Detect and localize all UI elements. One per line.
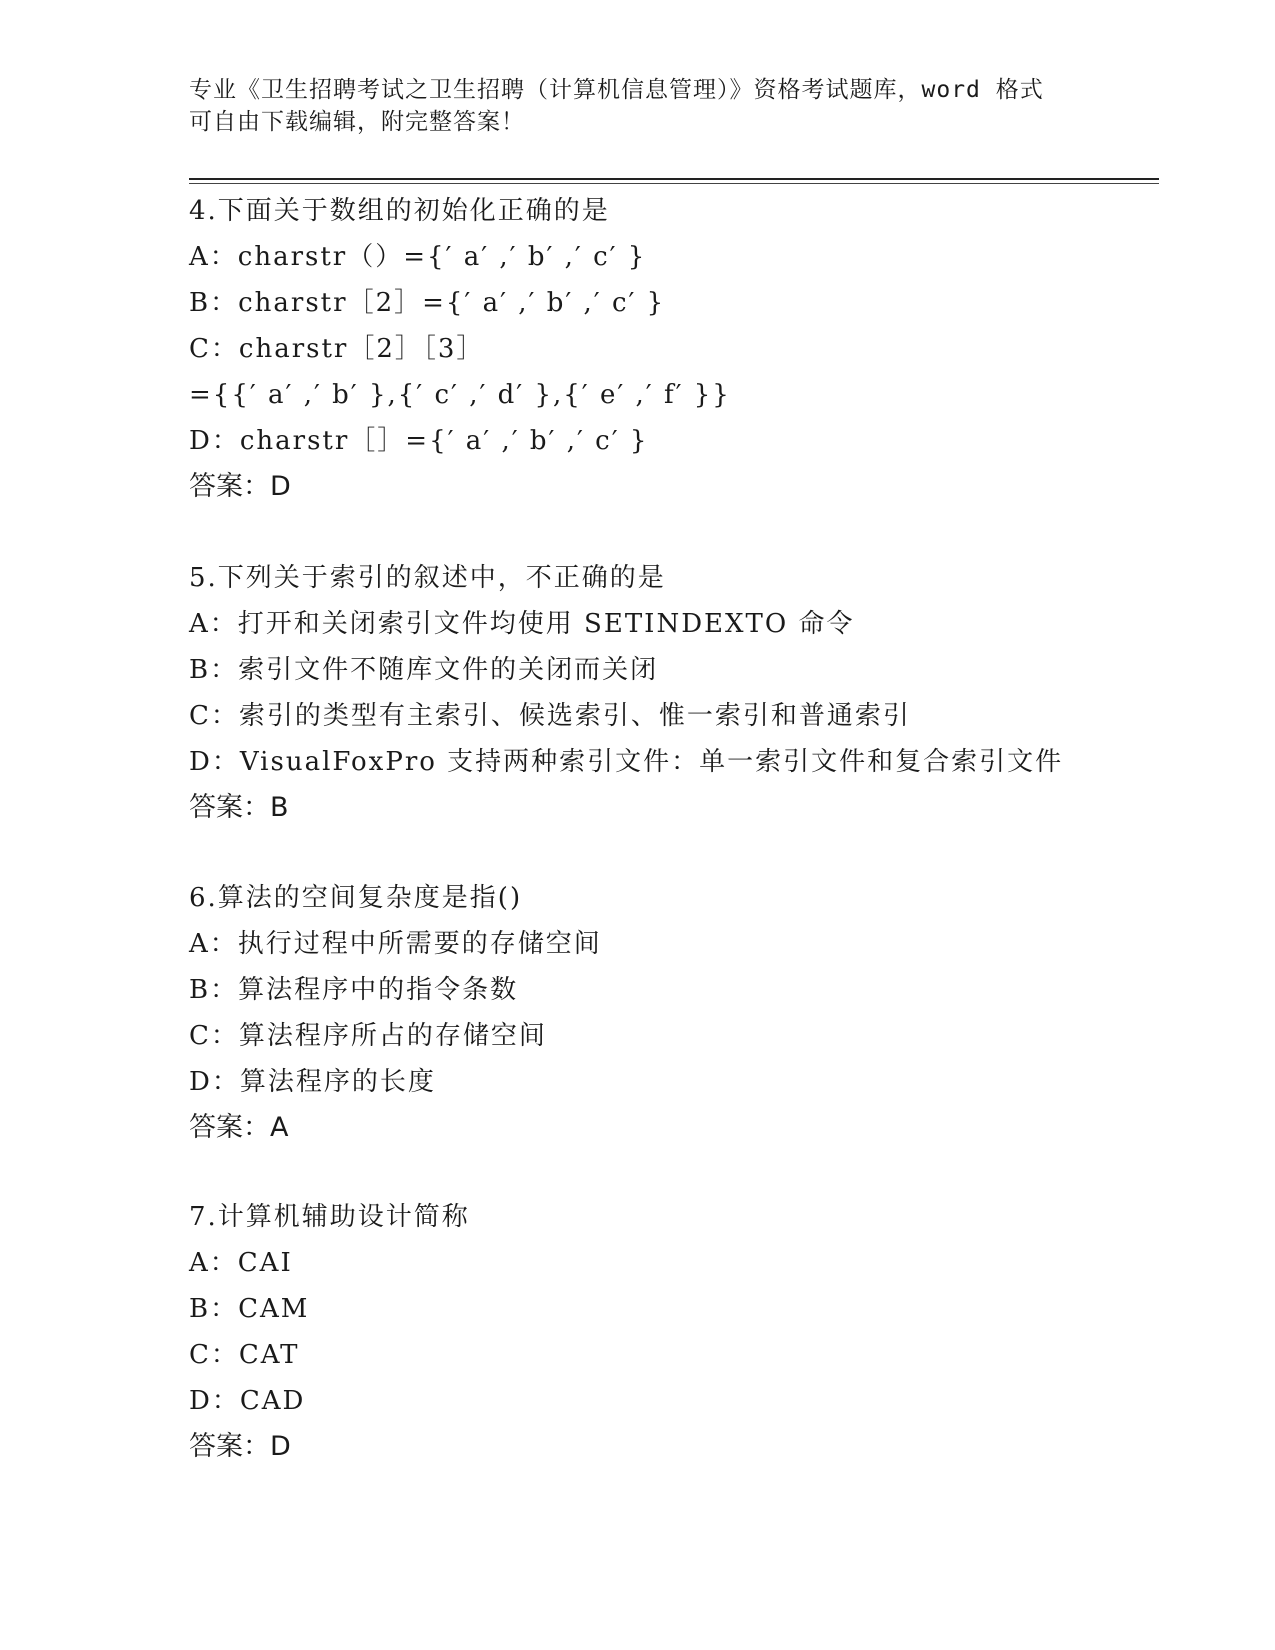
option-c: C：CAT bbox=[189, 1340, 300, 1370]
option-d: D：CAD bbox=[189, 1386, 306, 1416]
question-5 bbox=[189, 555, 1109, 831]
option-d: D：charstr［］={′ a′ ,′ b′ ,′ c′ } bbox=[189, 426, 649, 456]
answer: 答案：D bbox=[189, 471, 291, 502]
question-stem: 7.计算机辅助设计简称 bbox=[189, 1202, 470, 1232]
header-divider-thick bbox=[189, 178, 1159, 180]
question-4 bbox=[189, 188, 1109, 510]
option-b: B：索引文件不随库文件的关闭而关闭 bbox=[189, 655, 659, 685]
option-b: B：算法程序中的指令条数 bbox=[189, 975, 519, 1005]
question-stem: 6.算法的空间复杂度是指() bbox=[189, 883, 523, 913]
option-a: A：charstr（）={′ a′ ,′ b′ ,′ c′ } bbox=[189, 242, 647, 272]
option-c: C：charstr［2］［3］ bbox=[189, 334, 485, 364]
header-line-1: 专业《卫生招聘考试之卫生招聘（计算机信息管理）》资格考试题库，word 格式 bbox=[189, 77, 1044, 103]
answer: 答案：A bbox=[189, 1112, 289, 1143]
option-d: D：算法程序的长度 bbox=[189, 1067, 436, 1097]
option-d: D：VisualFoxPro 支持两种索引文件：单一索引文件和复合索引文件 bbox=[189, 747, 1064, 777]
question-stem: 5.下列关于索引的叙述中，不正确的是 bbox=[189, 563, 666, 593]
answer: 答案：D bbox=[189, 1431, 291, 1462]
answer: 答案：B bbox=[189, 792, 289, 823]
document-header bbox=[189, 74, 1089, 138]
option-c: C：索引的类型有主索引、候选索引、惟一索引和普通索引 bbox=[189, 701, 911, 731]
option-a: A：CAI bbox=[189, 1248, 293, 1278]
header-line-2: 可自由下载编辑，附完整答案！ bbox=[189, 109, 525, 135]
option-a: A：执行过程中所需要的存储空间 bbox=[189, 929, 602, 959]
option-c: C：算法程序所占的存储空间 bbox=[189, 1021, 547, 1051]
option-c-continued: ={{′ a′ ,′ b′ },{′ c′ ,′ d′ },{′ e′ ,′ f′ }} bbox=[189, 380, 731, 410]
question-7 bbox=[189, 1194, 1109, 1470]
option-a: A：打开和关闭索引文件均使用 SETINDEXTO 命令 bbox=[189, 609, 855, 639]
question-6 bbox=[189, 875, 1109, 1151]
option-b: B：CAM bbox=[189, 1294, 310, 1324]
header-divider-thin bbox=[189, 183, 1159, 184]
option-b: B：charstr［2］={′ a′ ,′ b′ ,′ c′ } bbox=[189, 288, 666, 318]
question-stem: 4.下面关于数组的初始化正确的是 bbox=[189, 196, 610, 226]
